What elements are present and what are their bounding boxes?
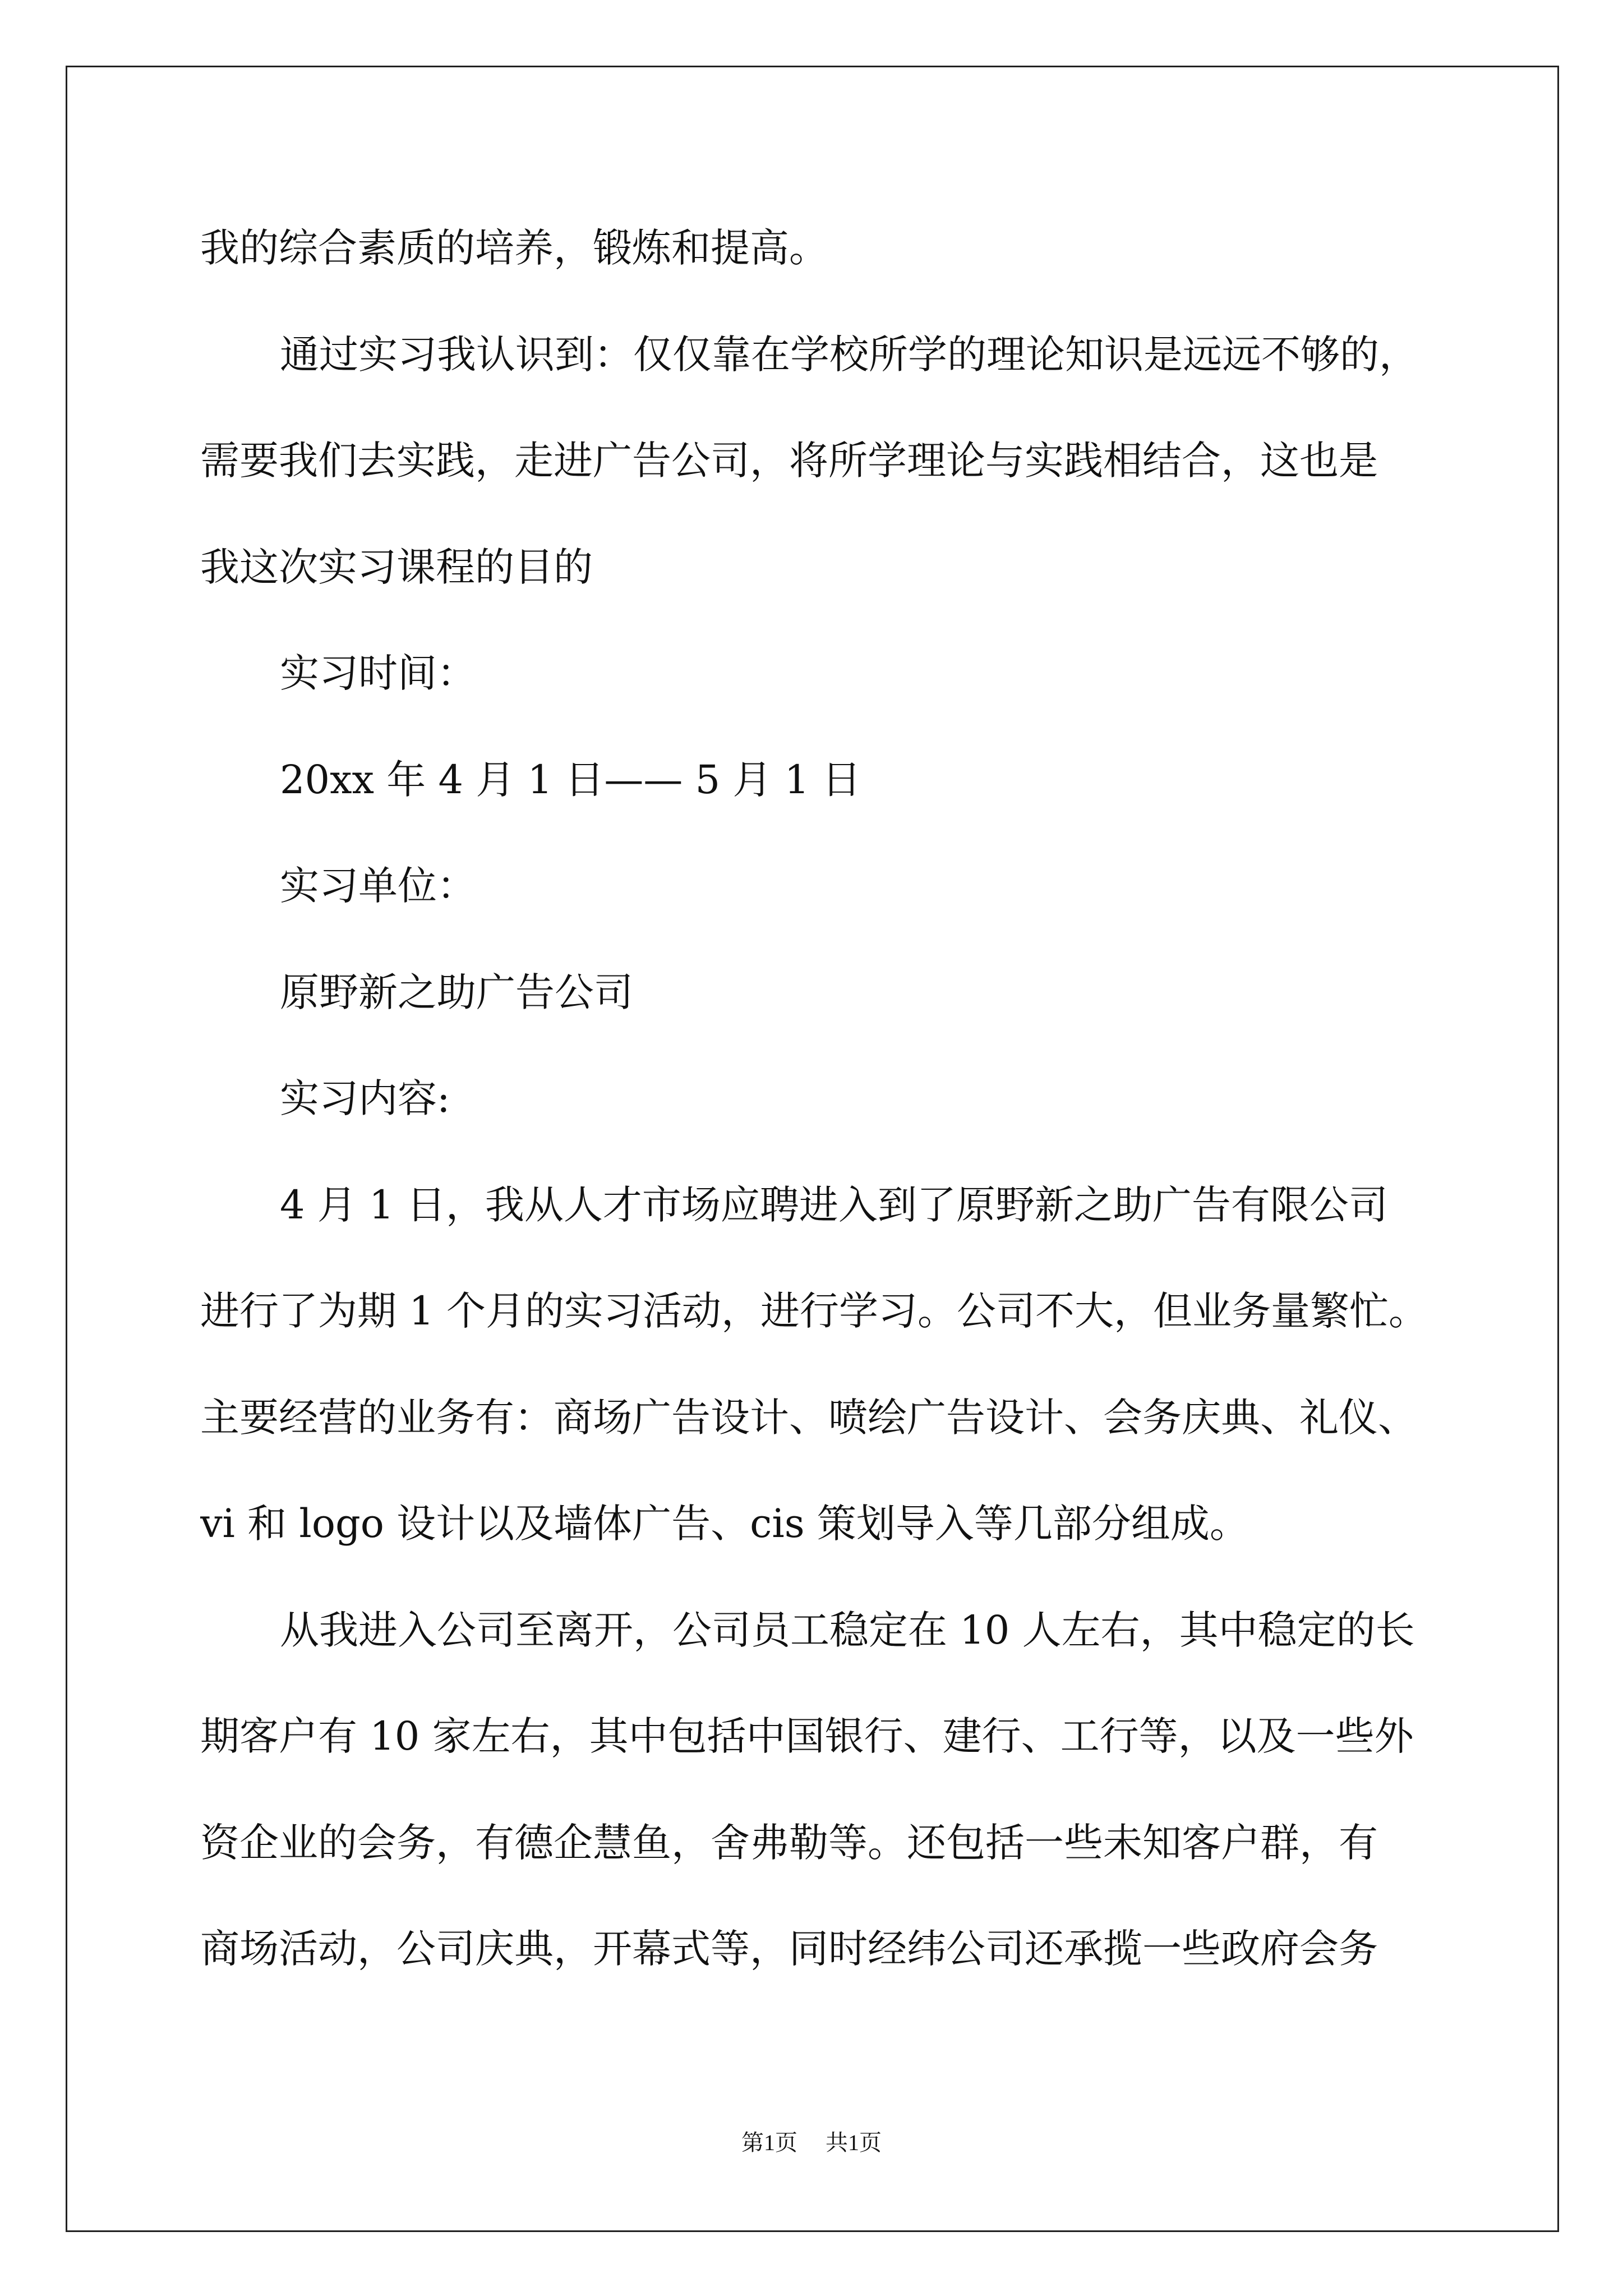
page-footer	[0, 2126, 1623, 2160]
paragraph	[200, 727, 1490, 834]
company-name: 原野新之助广告公司	[280, 969, 633, 1015]
paragraph-line: 期客户有 10 家左右，其中包括中国银行、建行、工行等，以及一些外	[200, 1713, 1414, 1759]
internship-date-range: 20xx 年 4 月 1 日—— 5 月 1 日	[280, 756, 861, 803]
paragraph	[200, 195, 1490, 302]
paragraph-line: 我这次实习课程的目的	[200, 544, 593, 590]
paragraph-line: 资企业的会务，有德企慧鱼，舍弗勒等。还包括一些未知客户群，有	[200, 1819, 1378, 1866]
paragraph-line: 通过实习我认识到：仅仅靠在学校所学的理论知识是远远不够的，	[280, 331, 1418, 378]
paragraph-line: 进行了为期 1 个月的实习活动，进行学习。公司不大，但业务量繁忙。	[200, 1288, 1428, 1334]
paragraph	[200, 833, 1490, 940]
paragraph	[200, 620, 1490, 727]
page-number: 第1页	[741, 2130, 797, 2155]
paragraph-line: 主要经营的业务有：商场广告设计、喷绘广告设计、会务庆典、礼仪、	[200, 1394, 1417, 1441]
paragraph-line: 我的综合素质的培养，锻炼和提高。	[200, 225, 828, 271]
document-body	[200, 195, 1490, 2003]
paragraph-line: 4 月 1 日，我从人才市场应聘进入到了原野新之助广告有限公司	[280, 1181, 1388, 1228]
section-heading-content: 实习内容:	[280, 1075, 450, 1121]
paragraph-line: 需要我们去实践，走进广告公司，将所学理论与实践相结合，这也是	[200, 438, 1378, 484]
section-heading-unit: 实习单位：	[280, 863, 476, 909]
section-heading-time: 实习时间：	[280, 650, 476, 696]
paragraph	[200, 302, 1490, 621]
paragraph	[200, 940, 1490, 1046]
paragraph	[200, 1577, 1490, 2003]
paragraph-line: 商场活动，公司庆典，开幕式等，同时经纬公司还承揽一些政府会务	[200, 1926, 1378, 1972]
paragraph	[200, 1046, 1490, 1152]
paragraph	[200, 1152, 1490, 1577]
paragraph-line: 从我进入公司至离开，公司员工稳定在 10 人左右，其中稳定的长	[280, 1607, 1415, 1653]
page-total: 共1页	[826, 2130, 882, 2155]
paragraph-line: vi 和 logo 设计以及墙体广告、cis 策划导入等几部分组成。	[200, 1501, 1249, 1547]
